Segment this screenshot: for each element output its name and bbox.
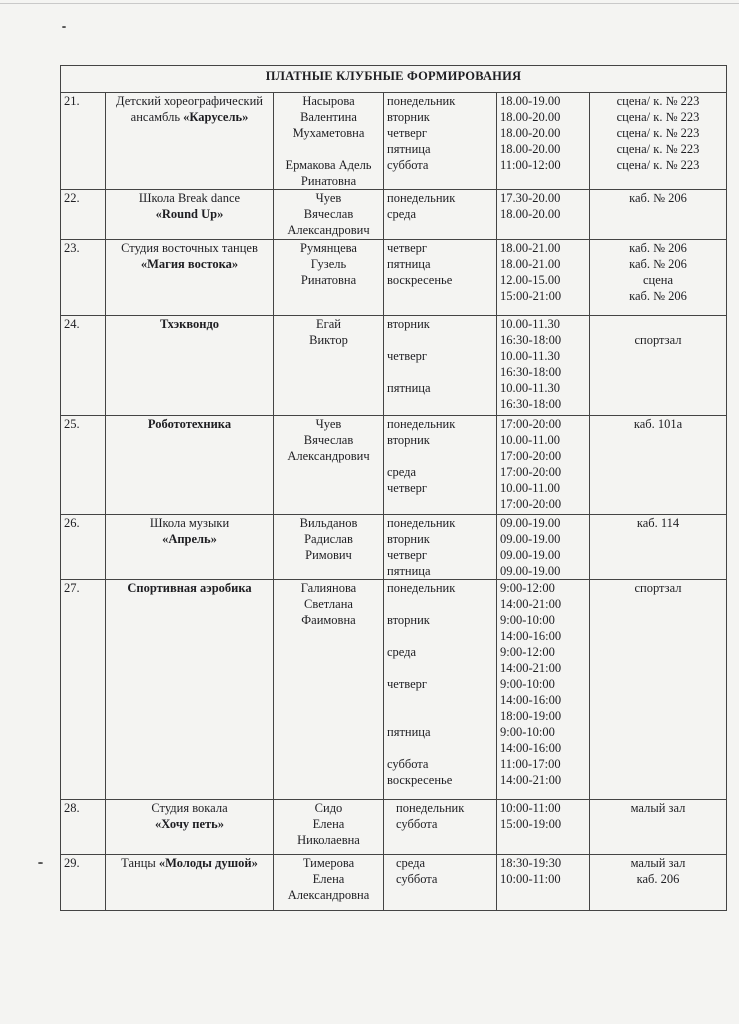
table-row (61, 515, 727, 580)
time-range: 10.00-11.30 (500, 317, 560, 331)
time-range: 09.00-19.00 (500, 548, 561, 562)
scan-speck (62, 26, 66, 28)
teacher-line: Радислав (304, 532, 353, 546)
teacher-line: Александрович (287, 449, 370, 463)
time-range: 18.00-20.00 (500, 207, 561, 221)
rooms-cell (590, 855, 727, 911)
teacher-line: Сидо (314, 801, 343, 815)
table-row (61, 240, 727, 316)
time-range: 9:00-10:00 (500, 613, 555, 627)
day-label: среда (387, 465, 417, 479)
row-number: 21. (61, 93, 106, 190)
teacher-line: Насырова (302, 94, 355, 108)
day-label: суббота (396, 817, 438, 831)
day-label: воскресенье (387, 273, 453, 287)
times-cell (497, 93, 590, 190)
time-range: 09.00-19.00 (500, 532, 561, 546)
days-cell (384, 800, 497, 855)
teacher-line: Мухаметовна (292, 126, 365, 140)
times-cell (497, 416, 590, 515)
day-label: суббота (396, 872, 438, 886)
day-label: суббота (387, 757, 429, 771)
teacher-cell (274, 800, 384, 855)
teacher-line: Елена (312, 817, 345, 831)
teacher-line: Валентина (300, 110, 357, 124)
time-range: 9:00-12:00 (500, 645, 555, 659)
club-title: Тхэквондо (159, 317, 220, 331)
days-cell (384, 416, 497, 515)
room-label: каб. 114 (636, 516, 680, 530)
time-range: 18:00-19:00 (500, 709, 562, 723)
rooms-cell (590, 316, 727, 416)
club-name-cell (106, 580, 274, 800)
teacher-line: Вильданов (299, 516, 358, 530)
day-label: вторник (387, 317, 430, 331)
scan-edge-line (0, 3, 739, 4)
teacher-line: Александрович (287, 223, 370, 237)
days-cell (384, 855, 497, 911)
time-range: 10.00-11.00 (500, 433, 560, 447)
day-label: понедельник (387, 516, 456, 530)
times-cell (497, 515, 590, 580)
room-label: сцена/ к. № 223 (616, 158, 700, 172)
times-cell (497, 855, 590, 911)
time-range: 18.00-20.00 (500, 126, 561, 140)
time-range: 9:00-10:00 (500, 677, 555, 691)
rooms-cell (590, 416, 727, 515)
day-label: пятница (387, 142, 431, 156)
row-number: 23. (61, 240, 106, 316)
teacher-line: Римович (305, 548, 352, 562)
time-range: 17:00-20:00 (500, 465, 562, 479)
teacher-line: Тимерова (302, 856, 355, 870)
day-label: понедельник (396, 801, 465, 815)
days-cell (384, 515, 497, 580)
time-range: 18.00-21.00 (500, 257, 561, 271)
time-range: 15:00-19:00 (500, 817, 562, 831)
teacher-line: Чуев (315, 191, 342, 205)
teacher-line: Вячеслав (303, 433, 354, 447)
time-range: 17:00-20:00 (500, 417, 562, 431)
rooms-cell (590, 240, 727, 316)
room-label: каб. 101а (633, 417, 683, 431)
teacher-cell (274, 240, 384, 316)
time-range: 10:00-11:00 (500, 801, 561, 815)
row-number: 22. (61, 190, 106, 240)
teacher-line: Ринатовна (300, 174, 357, 188)
club-name-cell (106, 800, 274, 855)
time-range: 18.00-20.00 (500, 110, 561, 124)
times-cell (497, 580, 590, 800)
time-range: 16:30-18:00 (500, 365, 562, 379)
time-range: 11:00-12:00 (500, 158, 561, 172)
rooms-cell (590, 190, 727, 240)
time-range: 9:00-12:00 (500, 581, 555, 595)
club-name-cell (106, 190, 274, 240)
days-cell (384, 190, 497, 240)
time-range: 11:00-17:00 (500, 757, 561, 771)
club-name: Студия вокала (151, 801, 228, 815)
day-label: среда (387, 207, 417, 221)
table-title-cell (61, 66, 727, 93)
club-name-cell (106, 240, 274, 316)
time-range: 14:00-16:00 (500, 629, 562, 643)
row-number: 24. (61, 316, 106, 416)
teacher-line: Елена (312, 872, 345, 886)
club-name-cell (106, 93, 274, 190)
time-range: 14:00-21:00 (500, 661, 562, 675)
table-title-row (61, 66, 727, 93)
club-title: Робототехника (147, 417, 232, 431)
teacher-line: Румянцева (300, 241, 357, 255)
table-row (61, 416, 727, 515)
time-range: 18.00-20.00 (500, 142, 561, 156)
time-range: 17.30-20.00 (500, 191, 561, 205)
club-name-cell (106, 855, 274, 911)
row-number: 27. (61, 580, 106, 800)
club-title: «Карусель» (183, 110, 249, 124)
time-range: 09.00-19.00 (500, 564, 561, 578)
time-range: 16:30-18:00 (500, 397, 562, 411)
club-title: «Round Up» (155, 207, 224, 221)
room-label: каб. № 206 (629, 191, 687, 205)
scan-speck (38, 862, 43, 864)
room-label: спортзал (634, 333, 682, 347)
room-label: сцена (642, 273, 674, 287)
day-label: понедельник (387, 191, 456, 205)
day-label: вторник (387, 110, 430, 124)
club-name-cell (106, 416, 274, 515)
teacher-cell (274, 580, 384, 800)
day-label: понедельник (387, 417, 456, 431)
day-label: понедельник (387, 581, 456, 595)
day-label: вторник (387, 433, 430, 447)
room-label: каб. № 206 (629, 257, 687, 271)
time-range: 10.00-11.00 (500, 481, 560, 495)
time-range: 10.00-11.30 (500, 349, 560, 363)
room-label: малый зал (630, 801, 686, 815)
time-range: 16:30-18:00 (500, 333, 562, 347)
day-label: среда (396, 856, 426, 870)
time-range: 14:00-16:00 (500, 693, 562, 707)
row-number: 25. (61, 416, 106, 515)
time-range: 18:30-19:30 (500, 856, 562, 870)
room-label: каб. 206 (636, 872, 680, 886)
teacher-cell (274, 515, 384, 580)
rooms-cell (590, 93, 727, 190)
teacher-line: Александровна (287, 888, 370, 902)
table-row (61, 93, 727, 190)
teacher-line: Вячеслав (303, 207, 354, 221)
room-label: сцена/ к. № 223 (616, 110, 700, 124)
teacher-cell (274, 416, 384, 515)
days-cell (384, 240, 497, 316)
teacher-line: Егай (316, 317, 341, 331)
teacher-cell (274, 316, 384, 416)
teacher-line: Галиянова (300, 581, 357, 595)
club-name: Студия восточных танцев (121, 241, 258, 255)
day-label: пятница (387, 381, 431, 395)
time-range: 15:00-21:00 (500, 289, 562, 303)
time-range: 9:00-10:00 (500, 725, 555, 739)
club-title: «Хочу петь» (155, 817, 224, 831)
row-number: 28. (61, 800, 106, 855)
room-label: сцена/ к. № 223 (616, 94, 700, 108)
table-row (61, 190, 727, 240)
table-row (61, 316, 727, 416)
teacher-line: Николаевна (297, 833, 360, 847)
room-label: каб. № 206 (629, 289, 687, 303)
row-number: 29. (61, 855, 106, 911)
teacher-line: Светлана (304, 597, 353, 611)
teacher-cell (274, 855, 384, 911)
time-range: 10.00-11.30 (500, 381, 560, 395)
teacher-cell (274, 93, 384, 190)
day-label: среда (387, 645, 417, 659)
day-label: воскресенье (387, 773, 453, 787)
club-title: «Апрель» (162, 532, 217, 546)
table-row (61, 800, 727, 855)
day-label: пятница (387, 564, 431, 578)
day-label: четверг (387, 548, 428, 562)
room-label: малый зал (630, 856, 686, 870)
club-title: Спортивная аэробика (127, 581, 252, 595)
day-label: вторник (387, 532, 430, 546)
time-range: 14:00-16:00 (500, 741, 562, 755)
time-range: 14:00-21:00 (500, 773, 562, 787)
days-cell (384, 580, 497, 800)
club-name: Школа Break dance (138, 191, 241, 205)
times-cell (497, 240, 590, 316)
day-label: пятница (387, 725, 431, 739)
day-label: четверг (387, 126, 428, 140)
teacher-line: Гузель (310, 257, 347, 271)
time-range: 17:00-20:00 (500, 497, 562, 511)
rooms-cell (590, 800, 727, 855)
day-label: понедельник (387, 94, 456, 108)
times-cell (497, 316, 590, 416)
room-label: сцена/ к. № 223 (616, 126, 700, 140)
day-label: четверг (387, 677, 428, 691)
club-name-cell (106, 515, 274, 580)
club-title: «Магия востока» (140, 257, 239, 271)
time-range: 17:00-20:00 (500, 449, 562, 463)
club-name: Танцы (121, 856, 156, 870)
row-number: 26. (61, 515, 106, 580)
teacher-line: Фаимовна (301, 613, 356, 627)
time-range: 10:00-11:00 (500, 872, 561, 886)
days-cell (384, 316, 497, 416)
rooms-cell (590, 515, 727, 580)
teacher-cell (274, 190, 384, 240)
club-name-cell (106, 316, 274, 416)
table-row (61, 580, 727, 800)
table-row (61, 855, 727, 911)
room-label: сцена/ к. № 223 (616, 142, 700, 156)
rooms-cell (590, 580, 727, 800)
clubs-schedule-table (60, 65, 727, 911)
teacher-line: Ринатовна (300, 273, 357, 287)
day-label: суббота (387, 158, 429, 172)
day-label: пятница (387, 257, 431, 271)
room-label: спортзал (634, 581, 682, 595)
times-cell (497, 190, 590, 240)
club-name: Школа музыки (149, 516, 230, 530)
days-cell (384, 93, 497, 190)
teacher-line: Ермакова Адель (285, 158, 372, 172)
day-label: четверг (387, 241, 428, 255)
time-range: 09.00-19.00 (500, 516, 561, 530)
teacher-line: Чуев (315, 417, 342, 431)
club-title: «Молоды душой» (158, 856, 258, 870)
time-range: 18.00-19.00 (500, 94, 561, 108)
teacher-line: Виктор (309, 333, 348, 347)
room-label: каб. № 206 (629, 241, 687, 255)
club-name: Детский хореографический ансамбль (116, 94, 263, 124)
day-label: четверг (387, 349, 428, 363)
times-cell (497, 800, 590, 855)
time-range: 12.00-15.00 (500, 273, 561, 287)
time-range: 14:00-21:00 (500, 597, 562, 611)
day-label: вторник (387, 613, 430, 627)
time-range: 18.00-21.00 (500, 241, 561, 255)
day-label: четверг (387, 481, 428, 495)
page-title: ПЛАТНЫЕ КЛУБНЫЕ ФОРМИРОВАНИЯ (265, 69, 522, 83)
